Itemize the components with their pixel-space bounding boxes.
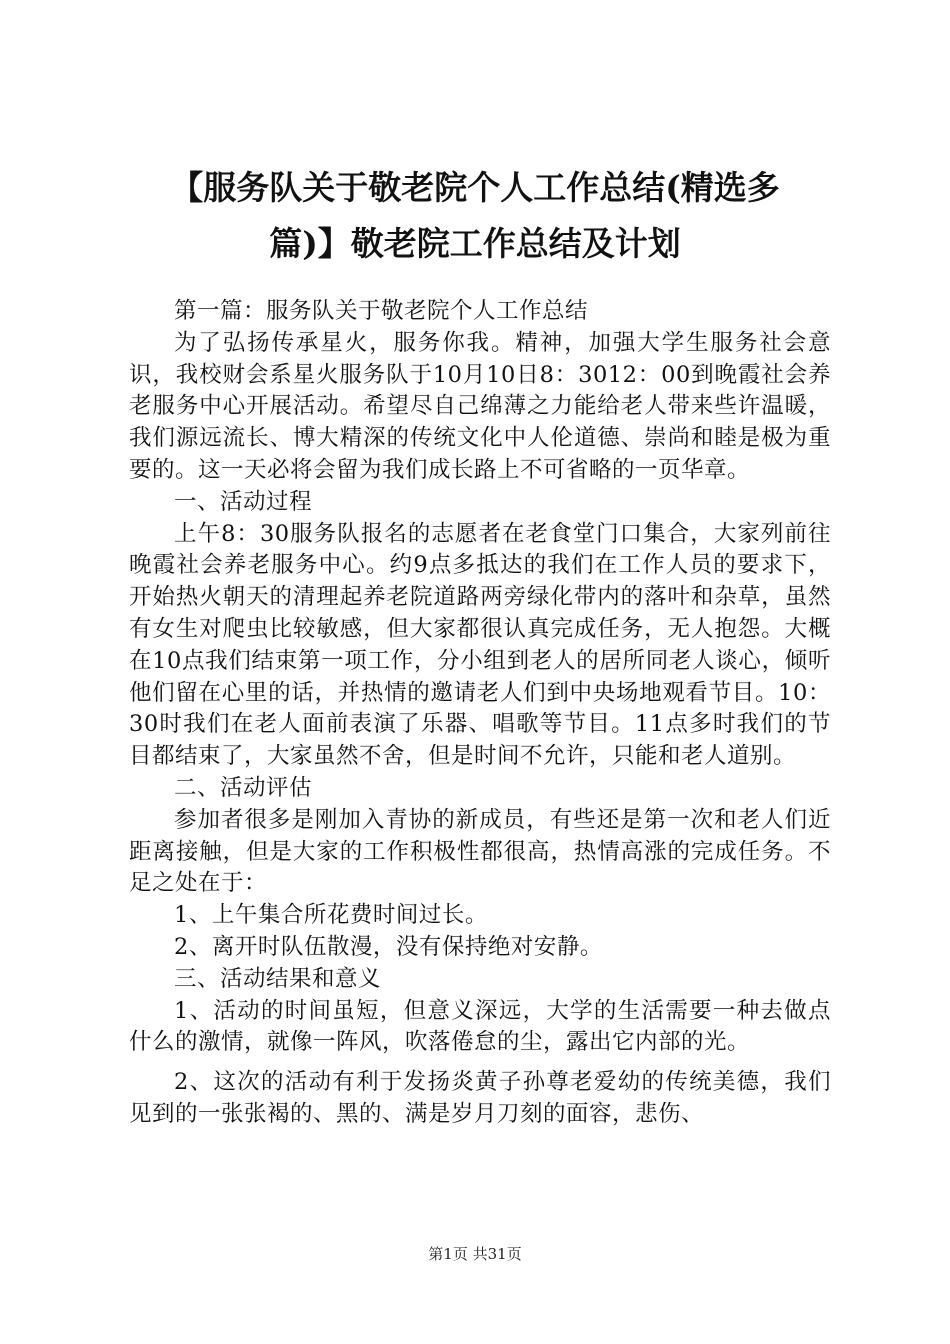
section-heading: 三、活动结果和意义: [174, 965, 382, 992]
body-paragraph: 参加者很多是刚加入青协的新成员，有些还是第一次和老人们近距离接触，但是大家的工作积极性都很高，热情高涨的完成任务。不足之处在于：: [129, 806, 831, 897]
title-line-2: 篇)】敬老院工作总结及计划: [269, 224, 681, 263]
section-heading: 二、活动评估: [174, 774, 313, 801]
section-heading: 一、活动过程: [174, 488, 313, 515]
title-line-1: 【服务队关于敬老院个人工作总结(精选多: [170, 168, 780, 207]
list-item: 2、离开时队伍散漫，没有保持绝对安静。: [174, 933, 603, 960]
section-heading: 第一篇：服务队关于敬老院个人工作总结: [174, 298, 589, 324]
document-title: [120, 160, 830, 272]
list-item: 2、这次的活动有利于发扬炎黄子孙尊老爱幼的传统美德，我们见到的一张张褐的、黑的、满是岁月刀刻的面容，悲伤、: [129, 1069, 831, 1127]
list-item: 1、上午集合所花费时间过长。: [174, 902, 488, 929]
document-body: [129, 296, 831, 1131]
page-number-footer: 第1页 共31页: [428, 1245, 522, 1263]
body-paragraph: 上午8：30服务队报名的志愿者在老食堂门口集合，大家列前往晚霞社会养老服务中心。约9点多抵达的我们在工作人员的要求下，开始热火朝天的清理起养老院道路两旁绿化带内的落叶和杂草，虽然有女生对爬虫比较敏感，但大家都很认真完成任务，无人抱怨。大概在10点我们结束第一项工作，分小组到老人的居所同老人谈心，倾听他们留在心里的话，并热情的邀请老人们到中央场地观看节目。10：30时我们在老人面前表演了乐器、唱歌等节目。11点多时我们的节目都结束了，大家虽然不舍，但是时间不允许，只能和老人道别。: [129, 520, 831, 770]
list-item: 1、活动的时间虽短，但意义深远，大学的生活需要一种去做点什么的激情，就像一阵风，吹落倦怠的尘，露出它内部的光。: [129, 997, 831, 1056]
body-paragraph: 为了弘扬传承星火，服务你我。精神，加强大学生服务社会意识，我校财会系星火服务队于10月10日8：3012：00到晚霞社会养老服务中心开展活动。希望尽自己绵薄之力能给老人带来些许温暖，我们源远流长、博大精深的传统文化中人伦道德、崇尚和睦是极为重要的。这一天必将会留为我们成长路上不可省略的一页华章。: [129, 329, 831, 483]
